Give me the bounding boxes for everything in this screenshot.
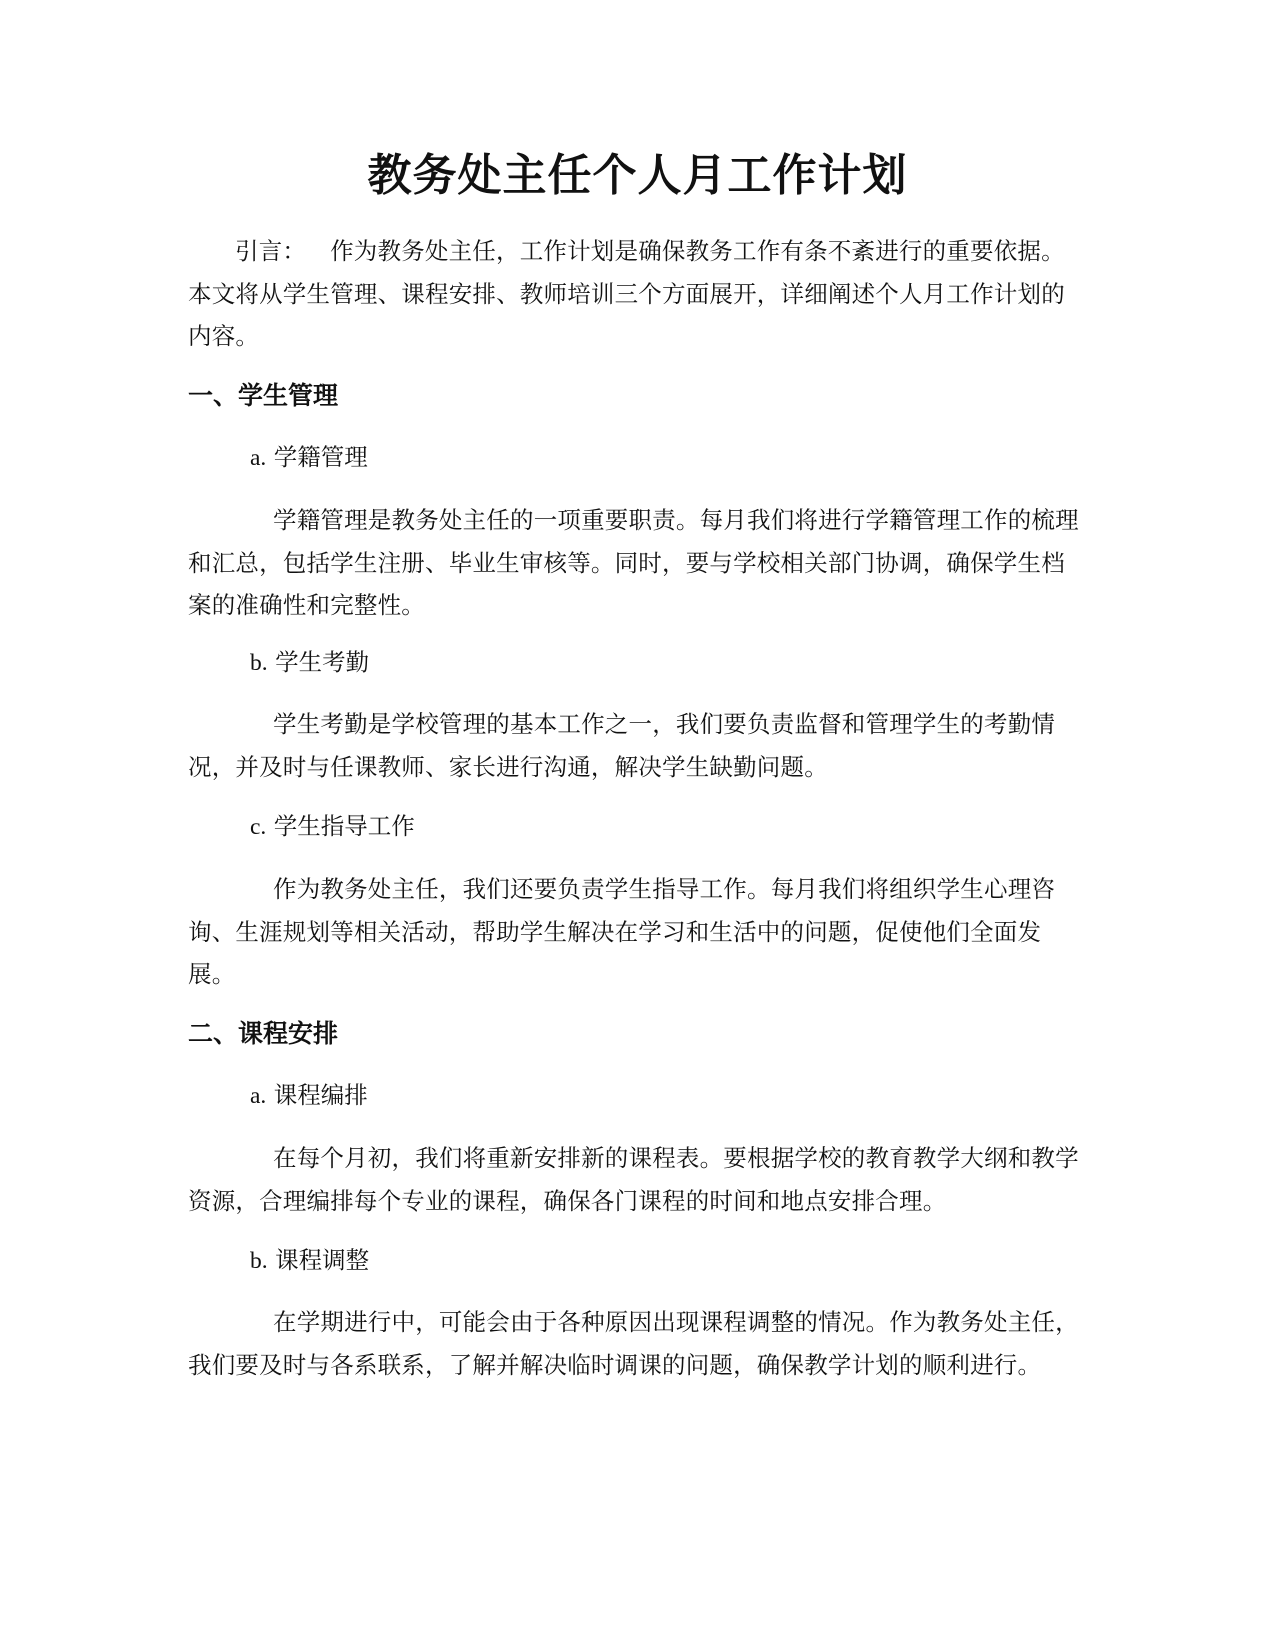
intro-paragraph [188, 230, 1088, 358]
document-title: 教务处主任个人月工作计划 [367, 150, 908, 201]
intro-label: 引言： [235, 237, 307, 265]
subsection-title-adjustment: b. 课程调整 [250, 1246, 370, 1274]
subsection-title-enrollment: a. 学籍管理 [250, 443, 368, 471]
subsection-title-scheduling: a. 课程编排 [250, 1081, 368, 1109]
subsection-title-guidance: c. 学生指导工作 [250, 812, 415, 840]
paragraph-attendance: 学生考勤是学校管理的基本工作之一，我们要负责监督和管理学生的考勤情况，并及时与任课教师、家长进行沟通，解决学生缺勤问题。 [188, 710, 1056, 781]
section-heading-student-management: 一、学生管理 [188, 381, 339, 410]
subsection-title-attendance: b. 学生考勤 [250, 648, 370, 676]
paragraph-adjustment: 在学期进行中，可能会由于各种原因出现课程调整的情况。作为教务处主任，我们要及时与各系联系，了解并解决临时调课的问题，确保教学计划的顺利进行。 [188, 1308, 1079, 1379]
paragraph-enrollment: 学籍管理是教务处主任的一项重要职责。每月我们将进行学籍管理工作的梳理和汇总，包括学生注册、毕业生审核等。同时，要与学校相关部门协调，确保学生档案的准确性和完整性。 [188, 506, 1079, 619]
paragraph-guidance: 作为教务处主任，我们还要负责学生指导工作。每月我们将组织学生心理咨询、生涯规划等相关活动，帮助学生解决在学习和生活中的问题，促使他们全面发展。 [188, 875, 1056, 988]
section-heading-course-arrangement: 二、课程安排 [188, 1019, 339, 1048]
intro-text: 作为教务处主任，工作计划是确保教务工作有条不紊进行的重要依据。本文将从学生管理、课程安排、教师培训三个方面展开，详细阐述个人月工作计划的内容。 [188, 237, 1065, 350]
paragraph-scheduling: 在每个月初，我们将重新安排新的课程表。要根据学校的教育教学大纲和教学资源，合理编排每个专业的课程，确保各门课程的时间和地点安排合理。 [188, 1144, 1079, 1215]
